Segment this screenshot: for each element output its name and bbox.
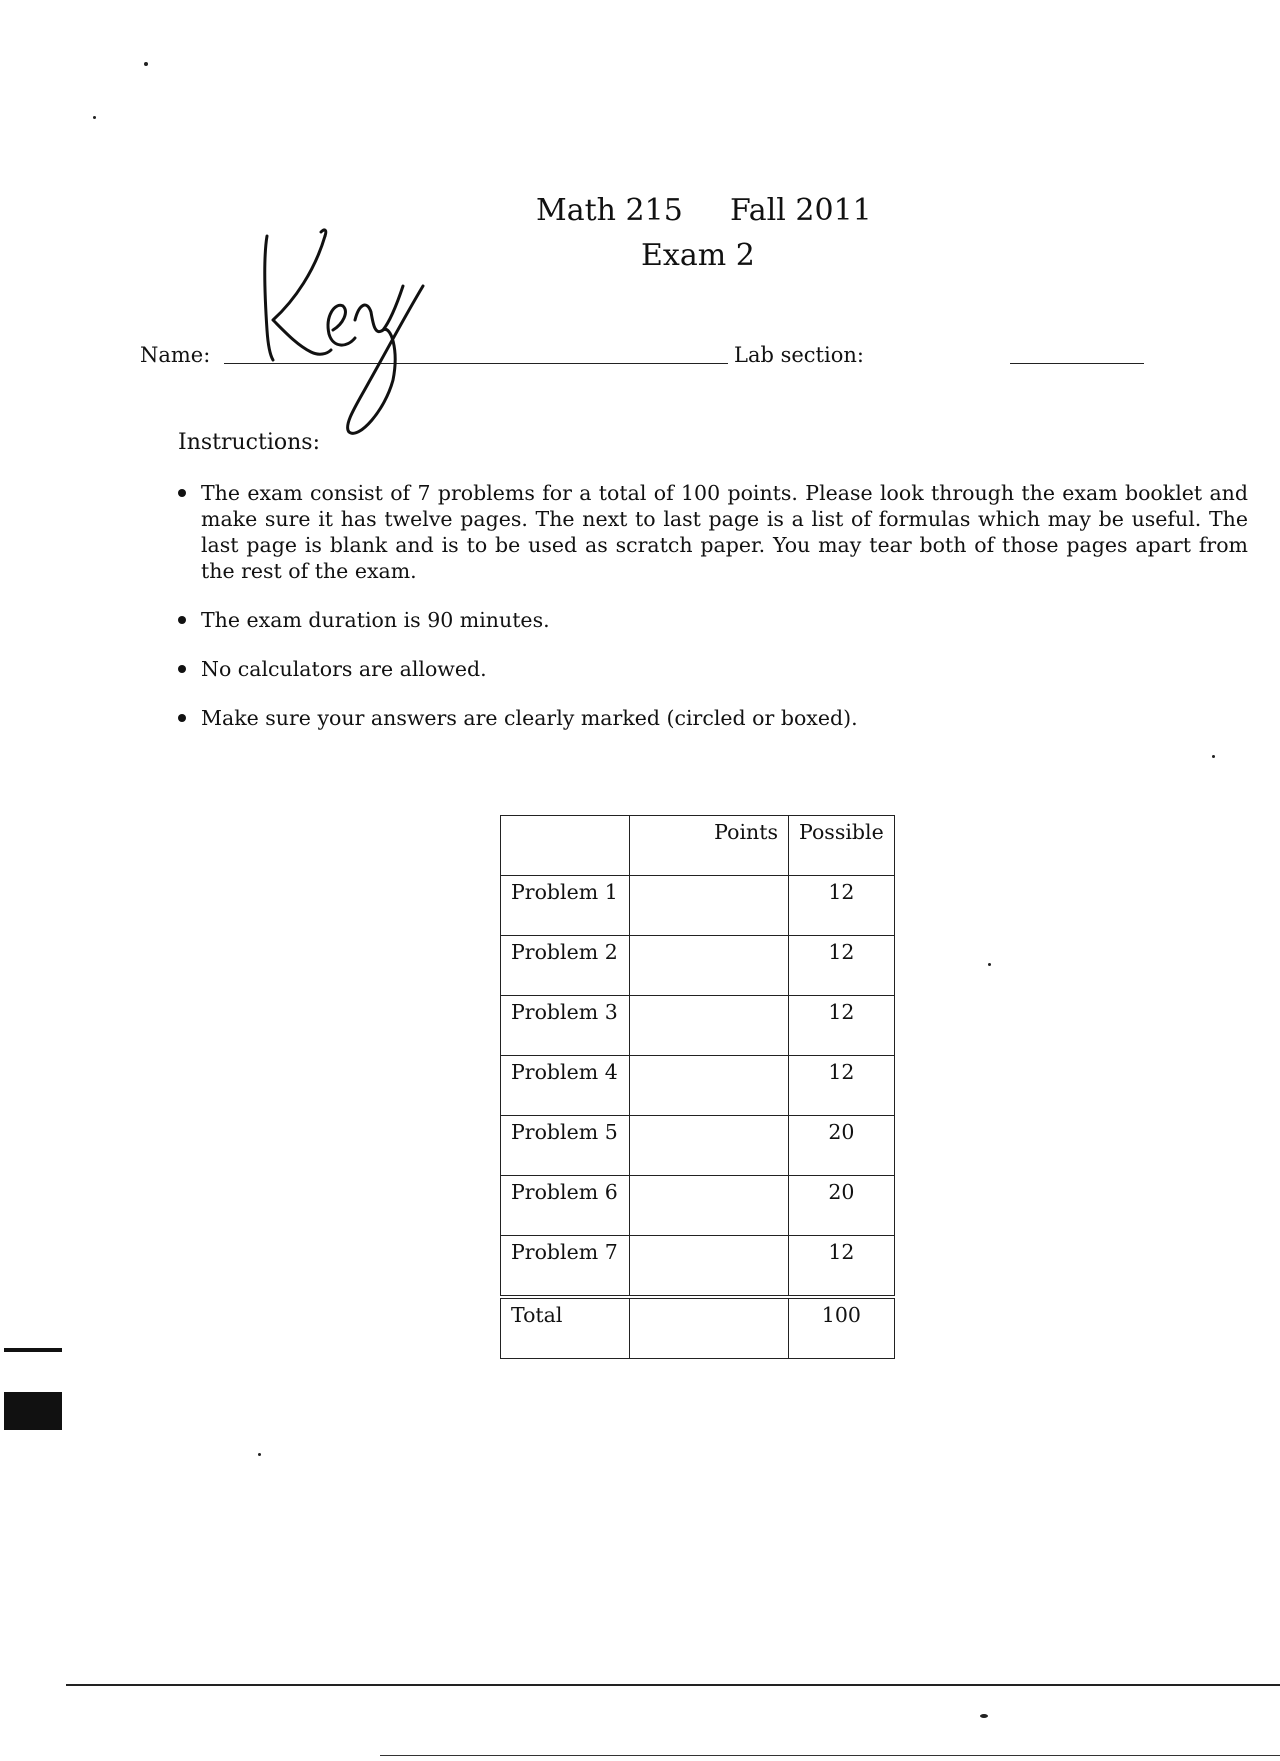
possible-cell: 12 [789,1056,895,1116]
points-cell[interactable] [630,1116,789,1176]
instruction-item: No calculators are allowed. [176,656,1248,682]
scan-speck [144,62,148,66]
points-cell[interactable] [630,1176,789,1236]
problem-label: Problem 3 [501,996,630,1056]
course-title: Math 215 [536,193,683,228]
points-cell[interactable] [630,996,789,1056]
table-row [501,1236,895,1298]
table-row [501,876,895,936]
instructions-list [176,480,1248,754]
table-row [501,936,895,996]
table-row [501,1056,895,1116]
table-row [501,996,895,1056]
lab-section-field[interactable] [1010,363,1144,364]
scan-speck [980,1714,988,1718]
points-cell[interactable] [630,876,789,936]
instruction-item: The exam duration is 90 minutes. [176,607,1248,633]
instruction-item: The exam consist of 7 problems for a total of 100 points. Please look through the exam booklet and make sure it has twelve pages. The next to last page is a list of formulas which may be useful. The last page is blank and is to be used as scratch paper. You may tear both of those pages apart from the rest of the exam. [176,480,1248,584]
instructions-heading: Instructions: [178,430,320,455]
name-label: Name: [140,343,211,367]
problem-label: Problem 1 [501,876,630,936]
handwritten-key-signature [215,220,445,440]
scan-edge-mark [4,1392,62,1430]
total-points-cell[interactable] [630,1297,789,1359]
table-row [501,1116,895,1176]
total-label: Total [501,1297,630,1359]
problem-label: Problem 6 [501,1176,630,1236]
instruction-item: Make sure your answers are clearly marked (circled or boxed). [176,705,1248,731]
term-title: Fall 2011 [730,193,872,228]
table-row [501,1176,895,1236]
score-table [500,815,895,1359]
points-cell[interactable] [630,936,789,996]
problem-label: Problem 5 [501,1116,630,1176]
exam-title: Exam 2 [641,238,755,273]
scan-edge-mark [4,1348,62,1352]
problem-label: Problem 7 [501,1236,630,1298]
header-possible: Possible [789,816,895,876]
possible-cell: 20 [789,1176,895,1236]
bottom-rule [380,1755,1280,1756]
possible-cell: 12 [789,936,895,996]
problem-label: Problem 4 [501,1056,630,1116]
header-blank [501,816,630,876]
possible-cell: 12 [789,876,895,936]
bottom-rule [66,1684,1280,1686]
points-cell[interactable] [630,1236,789,1298]
lab-section-label: Lab section: [728,343,872,367]
score-table-header-row [501,816,895,876]
scan-speck [988,963,991,966]
possible-cell: 20 [789,1116,895,1176]
scan-speck [258,1453,261,1456]
total-row [501,1297,895,1359]
total-possible-cell: 100 [789,1297,895,1359]
scan-speck [93,116,96,119]
problem-label: Problem 2 [501,936,630,996]
scan-speck [1212,755,1215,758]
possible-cell: 12 [789,996,895,1056]
points-cell[interactable] [630,1056,789,1116]
header-points: Points [630,816,789,876]
possible-cell: 12 [789,1236,895,1298]
